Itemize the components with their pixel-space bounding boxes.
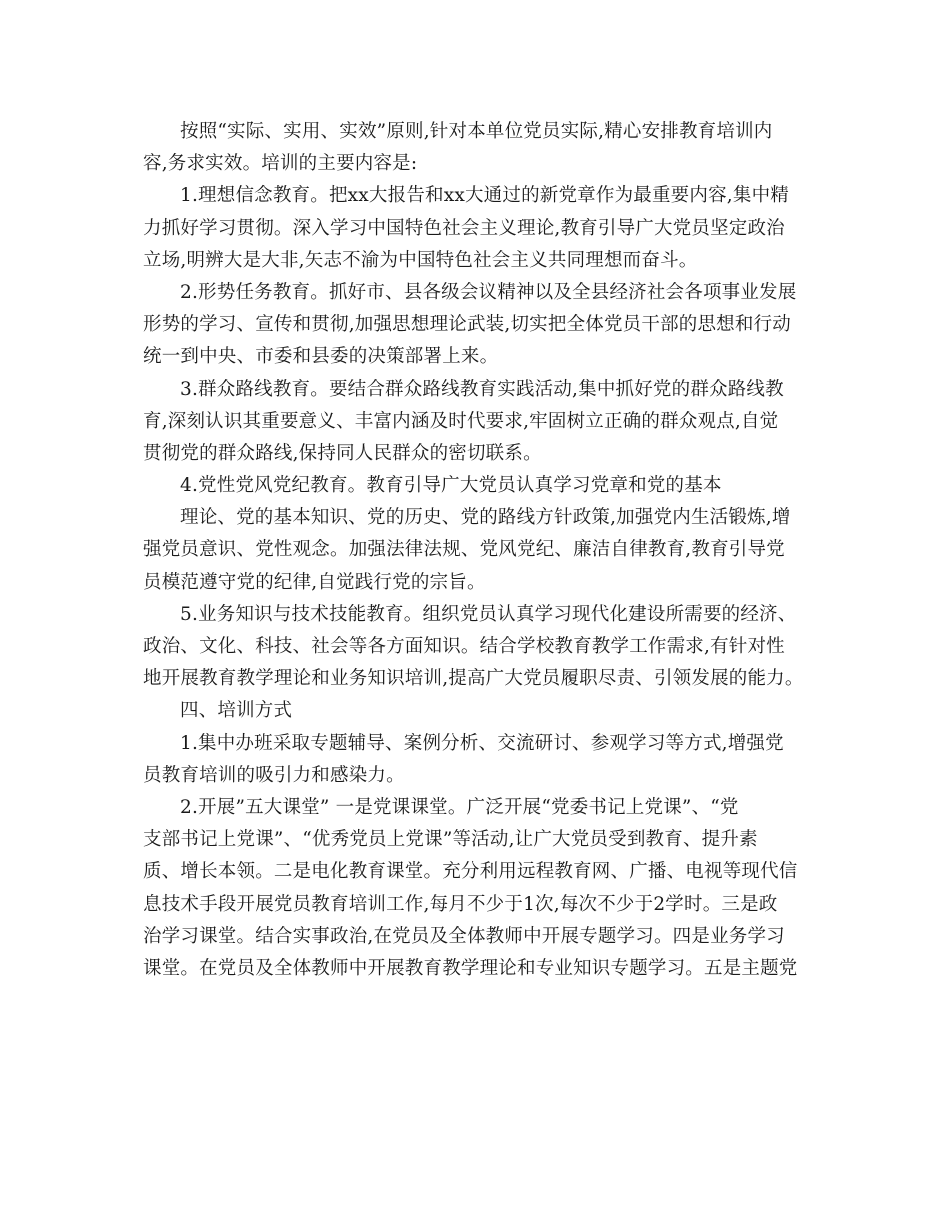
text-line: 质、增长本领。二是电化教育课堂。充分利用远程教育网、广播、电视等现代信 (143, 861, 798, 883)
text-line: 容,务求实效。培训的主要内容是: (143, 153, 418, 175)
text-line: 5.业务知识与技术技能教育。组织党员认真学习现代化建设所需要的经济、 (180, 603, 797, 625)
text-line: 支部书记上党课”、“优秀党员上党课”等活动,让广大党员受到教育、提升素 (143, 829, 758, 851)
text-line: 理论、党的基本知识、党的历史、党的路线方针政策,加强党内生活锻炼,增 (180, 507, 791, 529)
text-line: 政治、文化、科技、社会等各方面知识。结合学校教育教学工作需求,有针对性 (143, 636, 785, 657)
text-line: 统一到中央、市委和县委的决策部署上来。 (143, 346, 499, 368)
text-line: 2.开展”五大课堂” 一是党课课堂。广泛开展“党委书记上党课”、“党 (180, 796, 739, 818)
text-line: 形势的学习、宣传和贯彻,加强思想理论武装,切实把全体党员干部的思想和行动 (143, 314, 791, 336)
text-line: 力抓好学习贯彻。深入学习中国特色社会主义理论,教育引导广大党员坚定政治 (143, 217, 785, 239)
text-line: 育,深刻认识其重要意义、丰富内涵及时代要求,牢固树立正确的群众观点,自觉 (143, 410, 779, 432)
text-line: 立场,明辨大是大非,矢志不渝为中国特色社会主义共同理想而奋斗。 (143, 249, 698, 271)
text-line: 1.理想信念教育。把xx大报告和xx大通过的新党章作为最重要内容,集中精 (180, 185, 789, 207)
text-line: 强党员意识、党性观念。加强法律法规、党风党纪、廉洁自律教育,教育引导党 (143, 539, 785, 561)
text-line: 2.形势任务教育。抓好市、县各级会议精神以及全县经济社会各项事业发展 (180, 281, 797, 303)
text-line: 4.党性党风党纪教育。教育引导广大党员认真学习党章和党的基本 (180, 475, 722, 497)
document-body (143, 116, 805, 985)
text-line: 员教育培训的吸引力和感染力。 (143, 764, 405, 786)
text-line: 1.集中办班采取专题辅导、案例分析、交流研讨、参观学习等方式,增强党 (180, 732, 784, 754)
text-line: 四、培训方式 (180, 700, 293, 722)
text-line: 按照“实际、实用、实效”原则,针对本单位党员实际,精心安排教育培训内 (180, 121, 773, 142)
text-line: 课堂。在党员及全体教师中开展教育教学理论和专业知识专题学习。五是主题党 (143, 957, 798, 979)
text-line: 3.群众路线教育。要结合群众路线教育实践活动,集中抓好党的群众路线教 (180, 378, 784, 400)
text-line: 息技术手段开展党员教育培训工作,每月不少于1次,每次不少于2学时。三是政 (143, 893, 778, 915)
text-line: 员模范遵守党的纪律,自觉践行党的宗旨。 (143, 571, 486, 593)
text-line: 贯彻党的群众路线,保持同人民群众的密切联系。 (143, 442, 542, 464)
text-line: 治学习课堂。结合实事政治,在党员及全体教师中开展专题学习。四是业务学习 (143, 925, 785, 947)
text-line: 地开展教育教学理论和业务知识培训,提高广大党员履职尽责、引领发展的能力。 (143, 668, 804, 690)
